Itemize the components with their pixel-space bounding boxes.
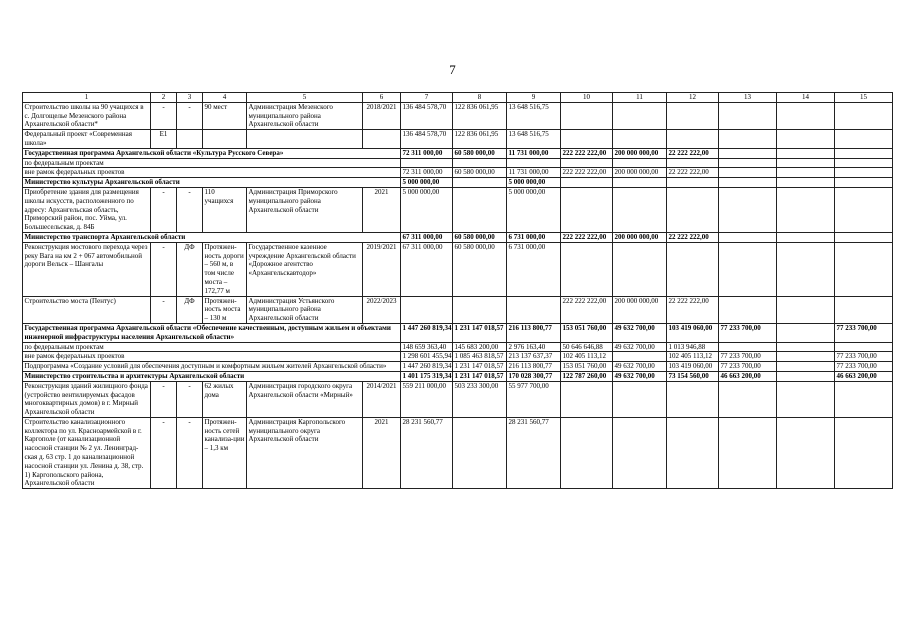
column-number: 6 <box>363 93 401 103</box>
table-cell <box>777 296 835 323</box>
table-cell: 2021 <box>363 187 401 232</box>
table-cell: 60 580 000,00 <box>453 168 507 178</box>
table-cell: 102 405 113,12 <box>561 352 613 362</box>
table-cell <box>507 158 561 168</box>
column-number: 12 <box>667 93 719 103</box>
table-cell <box>777 158 835 168</box>
table-cell <box>777 362 835 372</box>
table-cell: 67 311 000,00 <box>401 232 453 242</box>
budget-table <box>22 92 893 489</box>
column-number-row <box>23 93 893 103</box>
table-cell: - <box>177 417 203 488</box>
table-cell: 22 222 222,00 <box>667 148 719 158</box>
table-cell <box>719 158 777 168</box>
table-cell <box>719 130 777 149</box>
table-cell: 6 731 000,00 <box>507 232 561 242</box>
table-cell <box>777 371 835 381</box>
table-row <box>23 232 893 242</box>
table-cell: 72 311 000,00 <box>401 168 453 178</box>
table-cell: 67 311 000,00 <box>401 242 453 296</box>
table-cell: 22 222 222,00 <box>667 232 719 242</box>
table-cell <box>561 242 613 296</box>
column-number: 8 <box>453 93 507 103</box>
table-cell <box>777 352 835 362</box>
table-cell: ДФ <box>177 296 203 323</box>
table-cell: 110 учащихся <box>203 187 247 232</box>
table-row <box>23 158 893 168</box>
table-cell: Администрация Каргопольского муниципального округа Архангельской области <box>247 417 363 488</box>
table-cell <box>613 352 667 362</box>
table-cell <box>719 242 777 296</box>
table-cell: Реконструкция зданий жилищного фонда (устройство вентилируемых фасадов многоквартирных домов) в г. Мирный Архангельской области <box>23 381 151 417</box>
table-cell: 5 000 000,00 <box>401 178 453 188</box>
table-cell: Протяжен-ность моста – 130 м <box>203 296 247 323</box>
table-cell: 50 646 646,88 <box>561 342 613 352</box>
subtotal-label: по федеральным проектам <box>23 158 401 168</box>
table-cell <box>835 178 893 188</box>
table-cell <box>777 178 835 188</box>
table-cell: Администрация городского округа Архангельской области «Мирный» <box>247 381 363 417</box>
table-cell: 6 731 000,00 <box>507 242 561 296</box>
table-cell: 102 405 113,12 <box>667 352 719 362</box>
table-cell: 503 233 300,00 <box>453 381 507 417</box>
table-cell: 145 683 200,00 <box>453 342 507 352</box>
table-cell: 22 222 222,00 <box>667 168 719 178</box>
table-cell <box>561 417 613 488</box>
table-cell: 1 085 463 818,57 <box>453 352 507 362</box>
table-cell <box>719 232 777 242</box>
table-row <box>23 323 893 342</box>
table-cell: Протяжен-ность сетей канализа-ции – 1,3 км <box>203 417 247 488</box>
table-cell <box>777 232 835 242</box>
table-cell <box>453 187 507 232</box>
table-cell: Протяжен-ность дороги – 560 м, в том числе моста – 172,77 м <box>203 242 247 296</box>
table-cell <box>777 102 835 129</box>
subtotal-label: Подпрограмма «Создание условий для обеспечения доступным и комфортным жильем жителей Архангельской области» <box>23 362 401 372</box>
table-cell: 1 231 147 018,57 <box>453 323 507 342</box>
table-cell: - <box>151 242 177 296</box>
table-cell: 2014/2021 <box>363 381 401 417</box>
table-cell: 5 000 000,00 <box>401 187 453 232</box>
table-cell: 1 013 946,88 <box>667 342 719 352</box>
table-cell: 222 222 222,00 <box>561 232 613 242</box>
table-cell <box>777 148 835 158</box>
table-row <box>23 168 893 178</box>
table-cell: Строительство канализационного коллектора по ул. Красноармейской в г. Каргополе (от канализационной насосной станции № 2 ул. Ленинград-ская д. 63 стр. 1 до канализационной насосной станции ул. Ленина д. 38, стр. 1) Каргопольского района, Архангельской области <box>23 417 151 488</box>
table-cell <box>667 381 719 417</box>
table-cell: Реконструкция мостового перехода через реку Вага на км 2 + 067 автомобильной дороги Вельск – Шангалы <box>23 242 151 296</box>
table-row <box>23 362 893 372</box>
table-cell: - <box>177 102 203 129</box>
column-number: 11 <box>613 93 667 103</box>
table-cell: Государственное казенное учреждение Архангельской области «Дорожное агентство «Архангельскавтодор» <box>247 242 363 296</box>
table-cell: 222 222 222,00 <box>561 296 613 323</box>
table-cell: 1 447 260 819,34 <box>401 323 453 342</box>
table-cell: 2019/2021 <box>363 242 401 296</box>
table-cell: - <box>151 417 177 488</box>
table-cell <box>667 187 719 232</box>
table-cell: 11 731 000,00 <box>507 168 561 178</box>
table-cell: Администрация Устьянского муниципального района Архангельской области <box>247 296 363 323</box>
table-cell <box>613 158 667 168</box>
table-cell <box>835 381 893 417</box>
table-cell: Приобретение здания для размещения школы искусств, расположенного по адресу: Архангельская область, Приморский район, пос. Уйма, ул. Большесельская, д. 84Б <box>23 187 151 232</box>
table-cell <box>613 178 667 188</box>
table-cell <box>507 296 561 323</box>
table-cell: 103 419 060,00 <box>667 362 719 372</box>
table-cell: 60 580 000,00 <box>453 232 507 242</box>
table-cell: 1 447 260 819,34 <box>402 362 452 371</box>
table-cell <box>835 296 893 323</box>
table-cell: 72 311 000,00 <box>401 148 453 158</box>
table-cell: 11 731 000,00 <box>507 148 561 158</box>
table-cell: ДФ <box>177 242 203 296</box>
table-cell <box>777 381 835 417</box>
table-cell <box>453 158 507 168</box>
table-cell: 1 298 601 455,94 <box>402 352 452 361</box>
table-cell <box>613 102 667 129</box>
column-number: 7 <box>401 93 453 103</box>
table-cell <box>719 187 777 232</box>
table-cell: 170 028 300,77 <box>507 371 561 381</box>
table-cell <box>719 168 777 178</box>
table-cell: 2022/2023 <box>363 296 401 323</box>
table-cell <box>719 148 777 158</box>
table-cell <box>719 381 777 417</box>
table-cell: 200 000 000,00 <box>613 232 667 242</box>
table-cell: 46 663 200,00 <box>719 371 777 381</box>
table-cell <box>561 158 613 168</box>
table-cell: 559 211 000,00 <box>401 381 453 417</box>
table-cell: 46 663 200,00 <box>835 371 893 381</box>
section-label: Министерство транспорта Архангельской области <box>23 232 401 242</box>
section-label: Министерство строительства и архитектуры Архангельской области <box>23 371 401 381</box>
table-cell <box>777 130 835 149</box>
table-cell <box>561 187 613 232</box>
table-cell <box>777 323 835 342</box>
table-row <box>23 371 893 381</box>
table-cell: Администрация Мезенского муниципального района Архангельской области <box>247 102 363 129</box>
table-cell: 77 233 700,00 <box>719 362 777 372</box>
subtotal-label: вне рамок федеральных проектов <box>23 168 401 178</box>
table-cell <box>777 168 835 178</box>
table-cell: 136 484 578,70 <box>401 130 453 149</box>
table-cell: 222 222 222,00 <box>561 168 613 178</box>
table-cell: 28 231 560,77 <box>507 417 561 488</box>
table-row <box>23 178 893 188</box>
table-cell: 148 659 363,40 <box>401 342 453 352</box>
table-cell: Федеральный проект «Современная школа» <box>23 130 151 149</box>
table-cell: - <box>151 187 177 232</box>
table-cell <box>561 130 613 149</box>
table-cell: 77 233 700,00 <box>719 352 777 362</box>
table-cell <box>667 130 719 149</box>
table-cell: 103 419 060,00 <box>667 323 719 342</box>
table-cell <box>667 102 719 129</box>
subtotal-label: вне рамок федеральных проектов <box>23 352 401 362</box>
column-number: 5 <box>247 93 363 103</box>
table-cell: 49 632 700,00 <box>613 342 667 352</box>
table-cell <box>719 296 777 323</box>
table-cell <box>835 187 893 232</box>
table-cell: 216 113 800,77 <box>507 323 561 342</box>
table-cell <box>561 178 613 188</box>
column-number: 14 <box>777 93 835 103</box>
table-cell: 200 000 000,00 <box>613 296 667 323</box>
table-cell <box>835 242 893 296</box>
table-cell <box>719 102 777 129</box>
table-cell: 49 632 700,00 <box>613 371 667 381</box>
table-cell: 90 мест <box>203 102 247 129</box>
table-cell: 213 137 637,37 <box>507 352 561 362</box>
table-cell: 2 976 163,40 <box>507 342 561 352</box>
table-cell <box>835 168 893 178</box>
column-number: 9 <box>507 93 561 103</box>
table-cell <box>177 130 203 149</box>
table-cell: 77 233 700,00 <box>719 323 777 342</box>
table-row <box>23 242 893 296</box>
table-cell <box>401 158 453 168</box>
table-cell: 5 000 000,00 <box>507 178 561 188</box>
table-cell: 153 051 760,00 <box>561 362 613 372</box>
table-cell: E1 <box>151 130 177 149</box>
column-number: 13 <box>719 93 777 103</box>
table-cell: 2018/2021 <box>363 102 401 129</box>
column-number: 15 <box>835 93 893 103</box>
subtotal-label: по федеральным проектам <box>23 342 401 352</box>
table-cell: 216 113 800,77 <box>507 362 561 372</box>
table-cell: 122 836 061,95 <box>453 102 507 129</box>
table-cell: 28 231 560,77 <box>401 417 453 488</box>
table-cell: 1 231 147 018,57 <box>453 371 507 381</box>
table-cell: - <box>177 381 203 417</box>
column-number: 4 <box>203 93 247 103</box>
table-cell: Администрация Приморского муниципального района Архангельской области <box>247 187 363 232</box>
table-row <box>23 417 893 488</box>
table-cell <box>613 417 667 488</box>
table-cell <box>453 296 507 323</box>
column-number: 10 <box>561 93 613 103</box>
table-cell <box>613 130 667 149</box>
table-cell: 73 154 560,00 <box>667 371 719 381</box>
table-cell: - <box>177 187 203 232</box>
table-cell <box>777 187 835 232</box>
table-cell <box>247 130 363 149</box>
table-cell <box>719 178 777 188</box>
table-cell <box>453 417 507 488</box>
table-cell: 1 401 175 319,34 <box>402 371 452 380</box>
table-cell: 22 222 222,00 <box>667 296 719 323</box>
table-row <box>23 342 893 352</box>
table-row <box>23 130 893 149</box>
column-number: 1 <box>23 93 151 103</box>
table-cell <box>613 242 667 296</box>
column-number: 3 <box>177 93 203 103</box>
table-row <box>23 381 893 417</box>
table-row <box>23 148 893 158</box>
table-cell <box>835 148 893 158</box>
table-cell <box>835 102 893 129</box>
table-cell <box>667 417 719 488</box>
table-cell <box>777 342 835 352</box>
table-cell <box>667 178 719 188</box>
table-cell <box>667 242 719 296</box>
table-cell: 200 000 000,00 <box>613 148 667 158</box>
table-cell: 2021 <box>363 417 401 488</box>
table-cell: 5 000 000,00 <box>507 187 561 232</box>
table-row <box>23 102 893 129</box>
table-cell <box>719 342 777 352</box>
section-label: Министерство культуры Архангельской области <box>23 178 401 188</box>
table-cell: 13 648 516,75 <box>507 102 561 129</box>
table-row <box>23 296 893 323</box>
table-cell <box>561 381 613 417</box>
table-cell: 13 648 516,75 <box>507 130 561 149</box>
section-label: Государственная программа Архангельской области «Обеспечение качественным, доступным жильем и объектами инженерной инфраструктуры населения Архангельской области» <box>23 323 401 342</box>
table-cell: 122 787 260,00 <box>561 371 613 381</box>
table-cell: 136 484 578,70 <box>401 102 453 129</box>
table-cell: - <box>151 381 177 417</box>
table-row <box>23 187 893 232</box>
table-cell: 49 632 700,00 <box>613 323 667 342</box>
table-cell: 77 233 700,00 <box>835 352 893 362</box>
table-cell <box>203 130 247 149</box>
table-cell <box>835 130 893 149</box>
table-cell <box>835 417 893 488</box>
table-cell: 200 000 000,00 <box>613 168 667 178</box>
table-cell: 222 222 222,00 <box>561 148 613 158</box>
table-cell <box>835 232 893 242</box>
table-cell <box>835 342 893 352</box>
table-cell: 122 836 061,95 <box>453 130 507 149</box>
section-label: Государственная программа Архангельской области «Культура Русского Севера» <box>23 148 401 158</box>
table-cell <box>777 417 835 488</box>
table-cell: - <box>151 296 177 323</box>
table-cell: - <box>151 102 177 129</box>
page-number: 7 <box>449 62 456 77</box>
table-cell <box>401 296 453 323</box>
table-cell: 77 233 700,00 <box>835 362 893 372</box>
table-cell: 60 580 000,00 <box>453 242 507 296</box>
table-cell <box>835 158 893 168</box>
table-cell: 1 231 147 018,57 <box>453 362 507 372</box>
table-cell <box>613 381 667 417</box>
table-cell <box>561 102 613 129</box>
table-cell: 77 233 700,00 <box>835 323 893 342</box>
table-cell <box>453 178 507 188</box>
table-cell <box>777 242 835 296</box>
table-cell: Строительство школы на 90 учащихся в с. Долгощелье Мезенского района Архангельской области* <box>23 102 151 129</box>
table-cell: 62 жилых дома <box>203 381 247 417</box>
table-cell <box>667 158 719 168</box>
table-cell: Строительство моста (Пентус) <box>23 296 151 323</box>
table-cell: 60 580 000,00 <box>453 148 507 158</box>
table-cell <box>719 417 777 488</box>
column-number: 2 <box>151 93 177 103</box>
table-row <box>23 352 893 362</box>
table-cell: 55 977 700,00 <box>507 381 561 417</box>
table-cell: 49 632 700,00 <box>613 362 667 372</box>
table-cell <box>613 187 667 232</box>
table-cell: 153 051 760,00 <box>561 323 613 342</box>
table-cell <box>363 130 401 149</box>
